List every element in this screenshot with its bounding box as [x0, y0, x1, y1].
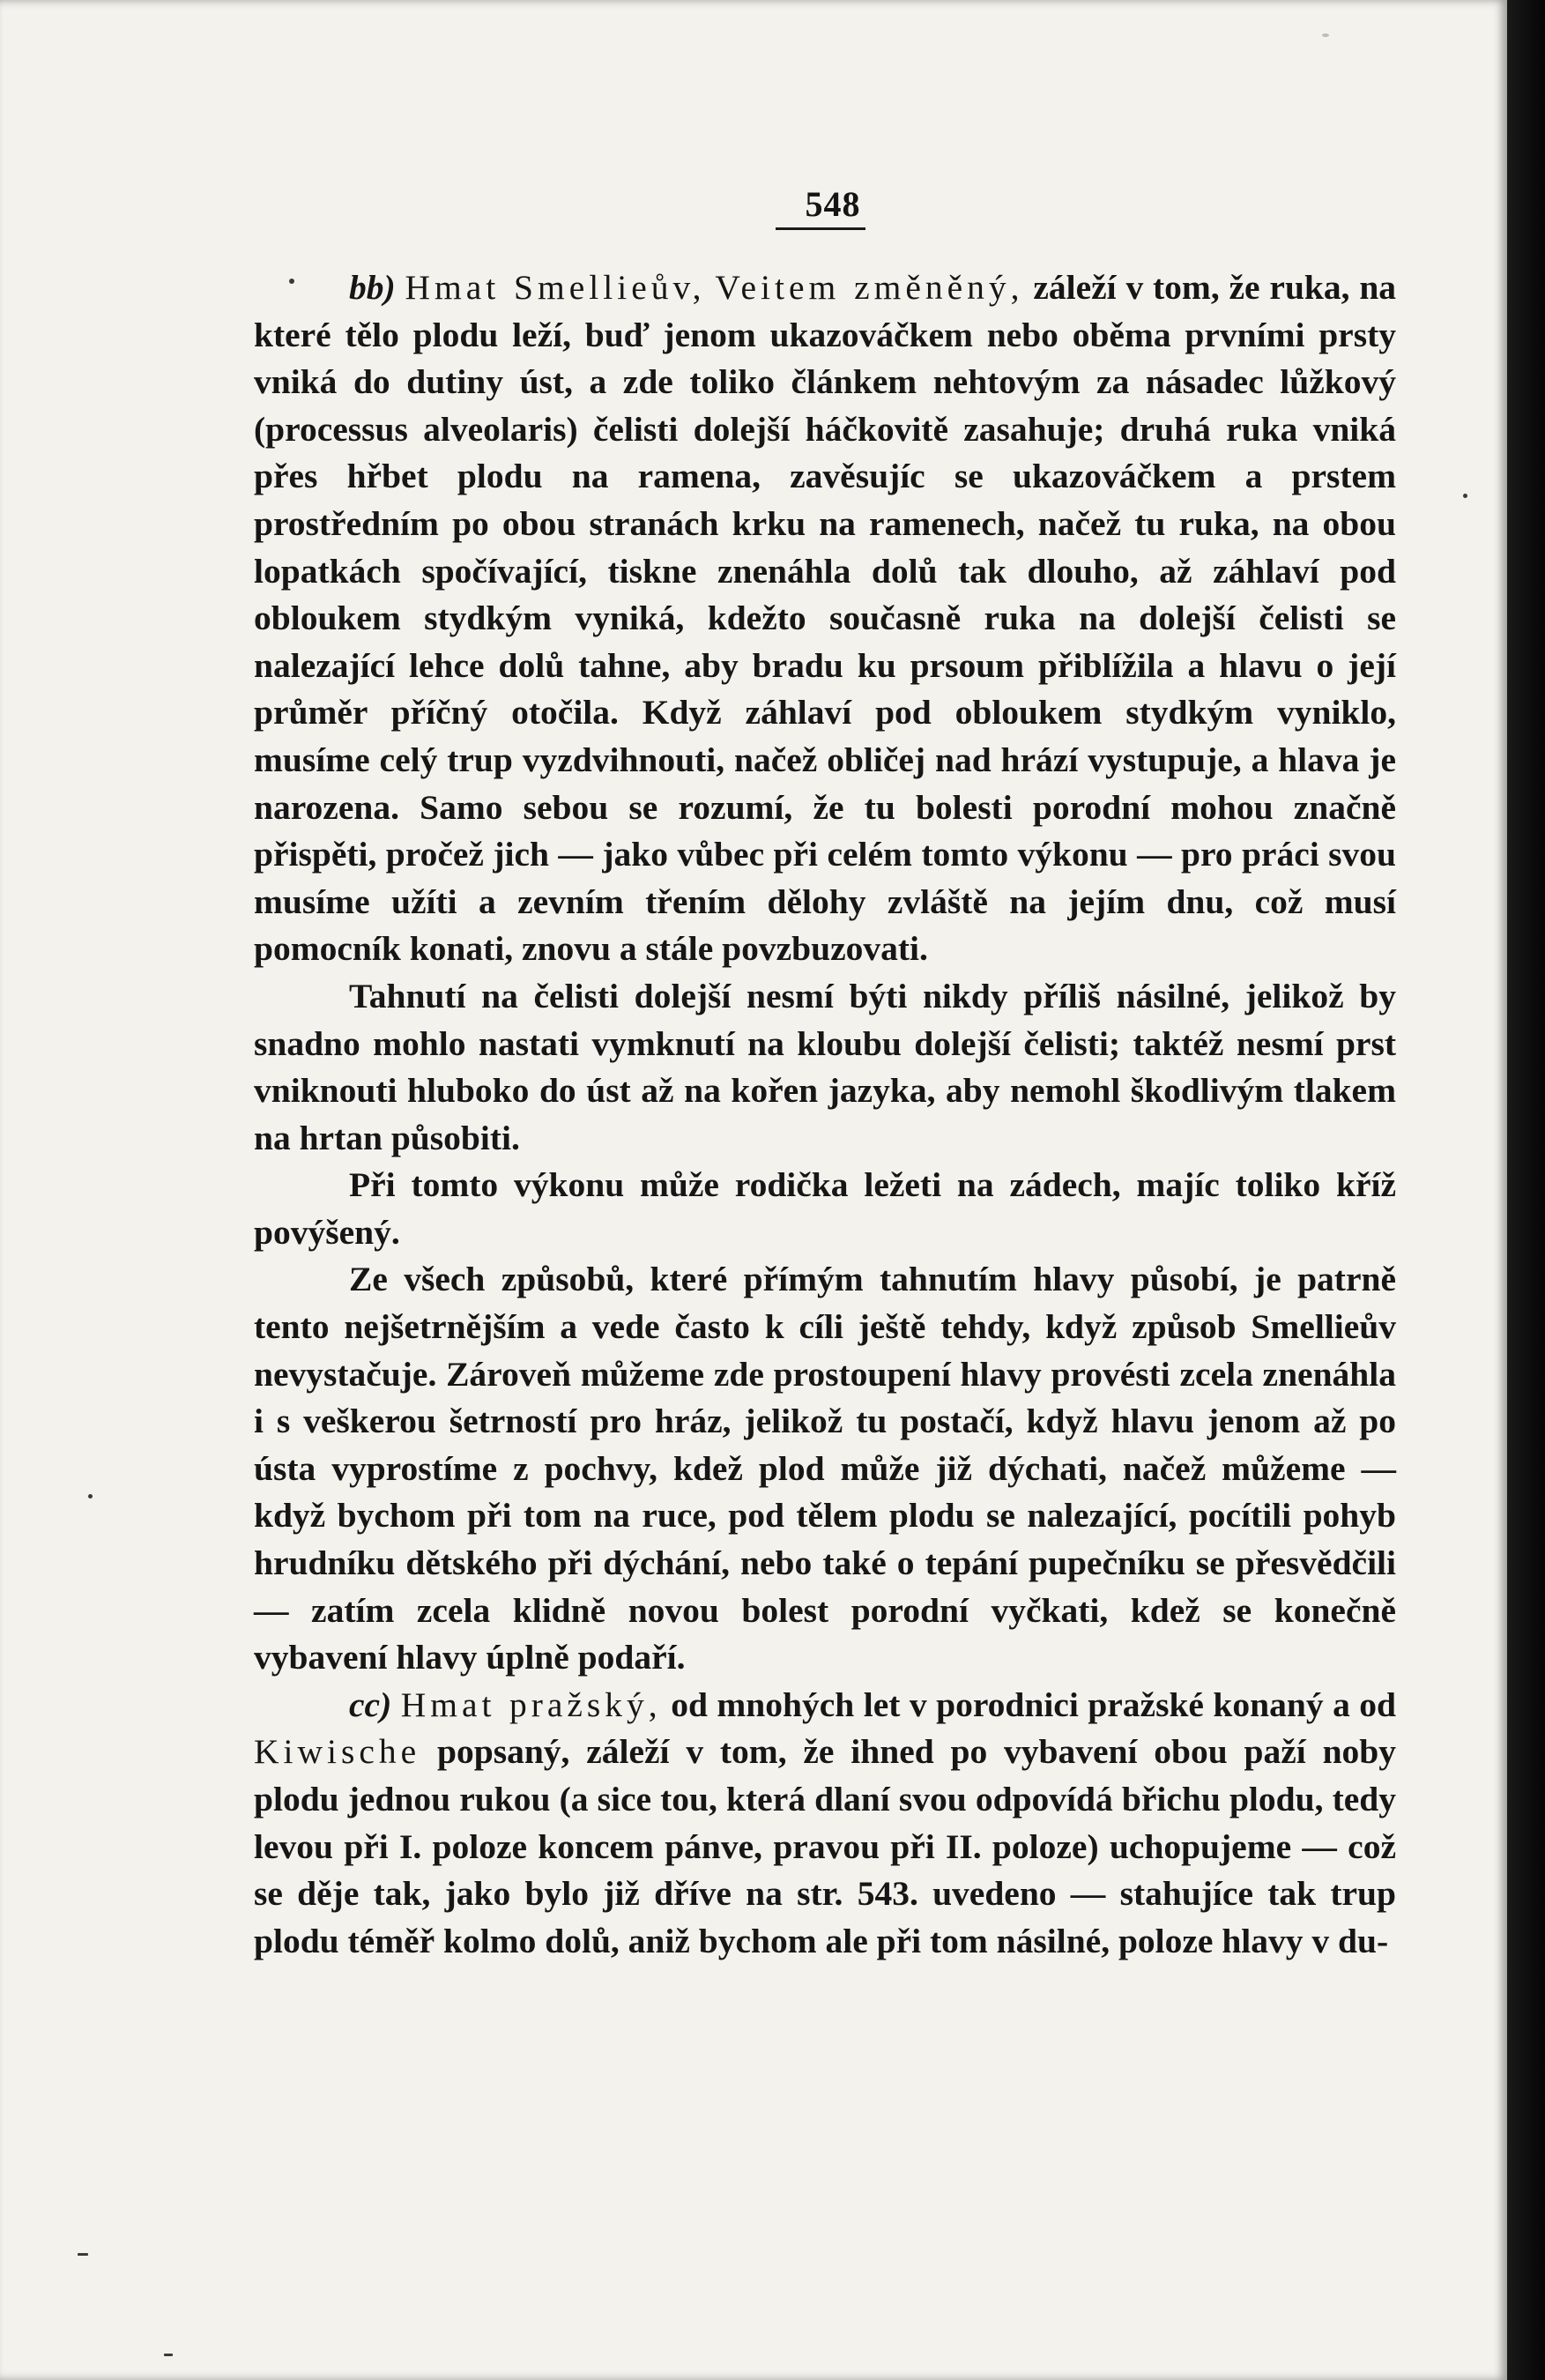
paragraph-position: Při tomto výkonu může rodička ležeti na zádech, majíc toliko kříž povýšený.: [254, 1165, 1396, 1252]
list-label-cc: cc): [349, 1685, 392, 1724]
page-number-underline: [776, 227, 865, 230]
print-speck: [78, 2253, 88, 2256]
page-number: 548: [805, 184, 861, 224]
paragraph-cc-text: popsaný, záleží v tom, že ihned po vybavení obou paží noby plodu jednou rukou (a sice tou, která dlaní svou odpovídá břichu plodu, tedy levou při I. poloze koncem pánve, pravou při II. poloze) uchopujeme — což se děje tak, jako bylo již dříve na str. 543. uvedeno — stahujíce tak trup plodu téměř kolmo dolů, aniž bychom ale při tom násilné, poloze hlavy v du-: [254, 1732, 1397, 1960]
print-speck: [1322, 33, 1329, 37]
paragraph-bb: [254, 264, 1396, 973]
print-speck: [1463, 494, 1467, 498]
print-speck: [164, 2354, 173, 2356]
paragraph-comparison: Ze všech způsobů, které přímým tahnutím hlavy působí, je patrně tento nejšetrnějším a vede často k cíli ještě tehdy, když způsob Smellieův nevystačuje. Zároveň můžeme zde prostoupení hlavy provésti zcela znenáhla i s veškerou šetrností pro hráz, jelikož tu postačí, když hlavu jenom až po ústa vyprostíme z pochvy, kdež plod může již dýchati, načež můžeme — když bychom při tom na ruce, pod tělem plodu se nalezající, pocítili pohyb hrudníku dětského při dýchání, nebo také o tepání pupečníku se přesvědčili — zatím zcela klidně novou bolest porodní vyčkati, kdež se konečně vybavení hlavy úplně podaří.: [254, 1260, 1396, 1677]
paragraph-cc: [254, 1682, 1396, 1966]
paragraph-cc-intro: od mnohých let v porodnici pražské konaný a od: [671, 1685, 1397, 1724]
print-speck: [289, 279, 294, 284]
paragraph-traction: Tahnutí na čelisti dolejší nesmí býti nikdy příliš násilné, jelikož by snadno mohlo nastati vymknutí na kloubu dolejší čelisti; taktéž nesmí prst vniknouti hluboko do úst až na kořen jazyka, aby nemohl škodlivým tlakem na hrtan působiti.: [254, 976, 1396, 1157]
print-speck: [88, 1494, 93, 1499]
list-label-bb: bb): [349, 268, 396, 307]
body-text: [254, 264, 1396, 1965]
page-edge-shadow: [1507, 0, 1545, 2380]
author-name-kiwisch: Kiwische: [254, 1732, 421, 1772]
method-name-prague: Hmat pražský,: [400, 1685, 662, 1724]
method-name-smellie: Hmat Smellieův,: [405, 268, 706, 307]
paragraph-bb-text: záleží v tom, že ruka, na které tělo plodu leží, buď jenom ukazováčkem nebo oběma prvními prsty vniká do dutiny úst, a zde toliko článkem nehtovým za násadec lůžkový (processus alveolaris) čelisti dolejší háčkovitě zasahuje; druhá ruka vniká přes hřbet plodu na ramena, zavěsujíc se ukazováčkem a prstem prostředním po obou stranách krku na ramenech, načež tu ruka, na obou lopatkách spočívající, tiskne znenáhla dolů tak dlouho, až záhlaví pod obloukem stydkým vyniká, kdežto současně ruka na dolejší čelisti se nalezající lehce dolů tahne, aby bradu ku prsoum přiblížila a hlavu o její průměr příčný otočila. Když záhlaví pod obloukem stydkým vyniklo, musíme celý trup vyzdvihnouti, načež obličej nad hrází vystupuje, a hlava je narozena. Samo sebou se rozumí, že tu bolesti porodní mohou značně přispěti, pročež jich — jako vůbec při celém tomto výkonu — pro práci svou musíme užíti a zevním třením dělohy zvláště na jejím dnu, což musí pomocník konati, znovu a stále povzbuzovati.: [254, 268, 1397, 969]
method-name-veit: Veitem změněný,: [715, 268, 1024, 307]
